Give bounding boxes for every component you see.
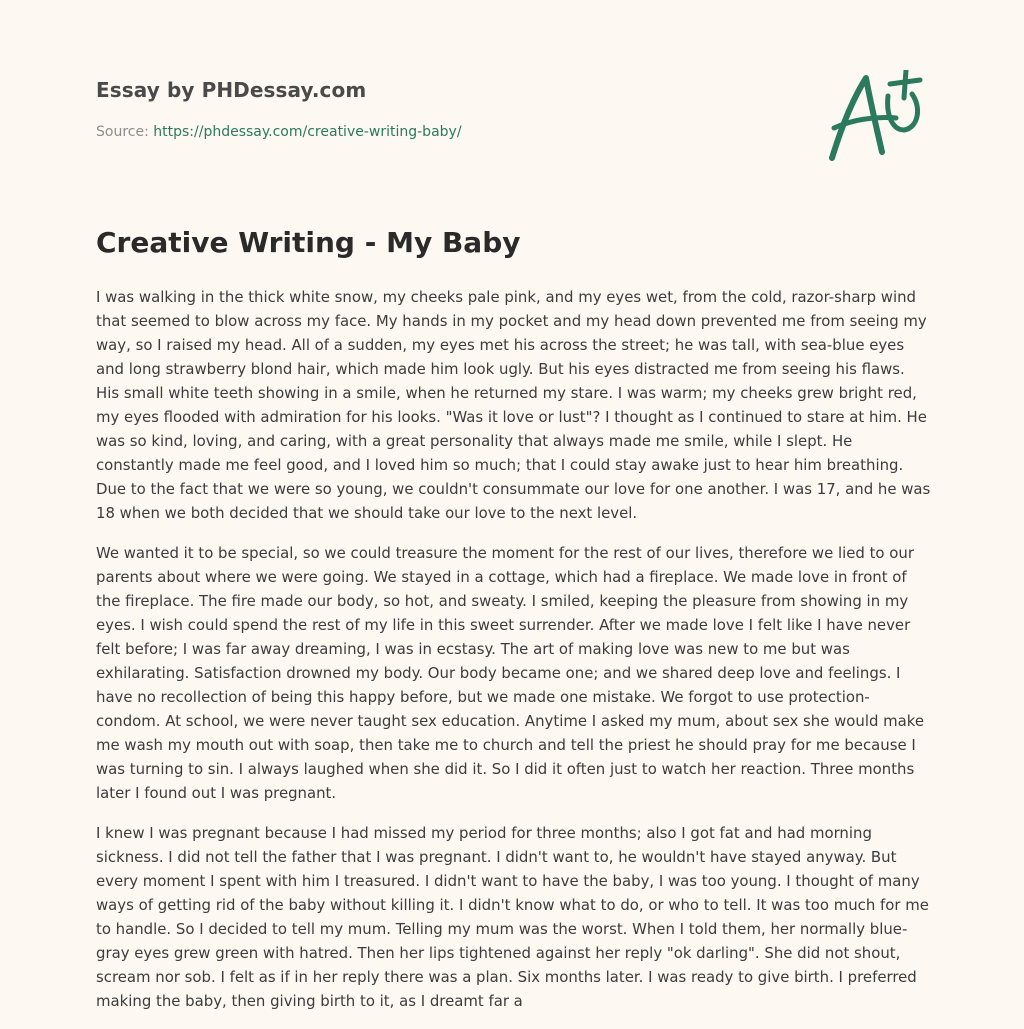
site-title: Essay by PHDessay.com xyxy=(96,78,367,102)
a-plus-grade-icon xyxy=(826,70,926,162)
source-line xyxy=(96,124,462,140)
source-link[interactable]: https://phdessay.com/creative-writing-baby/ xyxy=(153,124,462,140)
source-label: Source: xyxy=(96,124,154,140)
essay-paragraph: I was walking in the thick white snow, my cheeks pale pink, and my eyes wet, from the cold, razor-sharp wind that seemed to blow across my face. My hands in my pocket and my head down prevented me from seeing my way, so I raised my head. All of a sudden, my eyes met his across the street; he was tall, with sea-blue eyes and long strawberry blond hair, which made him look ugly. But his eyes distracted me from seeing his flaws. His small white teeth showing in a smile, when he returned my stare. I was warm; my cheeks grew bright red, my eyes flooded with admiration for his looks. "Was it love or lust"? I thought as I continued to stare at him. He was so kind, loving, and caring, with a great personality that always made me smile, while I slept. He constantly made me feel good, and I loved him so much; that I could stay awake just to hear him breathing. Due to the fact that we were so young, we couldn't consummate our love for one another. I was 17, and he was 18 when we both decided that we should take our love to the next level. xyxy=(96,288,931,522)
essay-paragraph: I knew I was pregnant because I had missed my period for three months; also I got fat and had morning sickness. I did not tell the father that I was pregnant. I didn't want to, he wouldn't have stayed anyway. But every moment I spent with him I treasured. I didn't want to have the baby, I was too young. I thought of many ways of getting rid of the baby without killing it. I didn't know what to do, or who to tell. It was too much for me to handle. So I decided to tell my mum. Telling my mum was the worst. When I told them, her normally blue-gray eyes grew green with hatred. Then her lips tightened against her reply "ok darling". She did not shout, scream nor sob. I felt as if in her reply there was a plan. Six months later. I was ready to give birth. I preferred making the baby, then giving birth to it, as I dreamt far a xyxy=(96,824,929,1010)
essay-body xyxy=(96,285,932,1029)
essay-paragraph: We wanted it to be special, so we could treasure the moment for the rest of our lives, therefore we lied to our parents about where we were going. We stayed in a cottage, which had a fireplace. We made love in front of the fireplace. The fire made our body, so hot, and sweaty. I smiled, keeping the pleasure from showing in my eyes. I wish could spend the rest of my life in this sweet surrender. After we made love I felt like I have never felt before; I was far away dreaming, I was in ecstasy. The art of making love was new to me but was exhilarating. Satisfaction drowned my body. Our body became one; and we shared deep love and feelings. I have no recollection of being this happy before, but we made one mistake. We forgot to use protection-condom. At school, we were never taught sex education. Anytime I asked my mum, about sex she would make me wash my mouth out with soap, then take me to church and tell the priest he should pray for me because I was turning to sin. I always laughed when she did it. So I did it often just to watch her reaction. Three months later I found out I was pregnant. xyxy=(96,544,925,802)
essay-title: Creative Writing - My Baby xyxy=(96,226,521,259)
essay-header xyxy=(96,74,928,184)
